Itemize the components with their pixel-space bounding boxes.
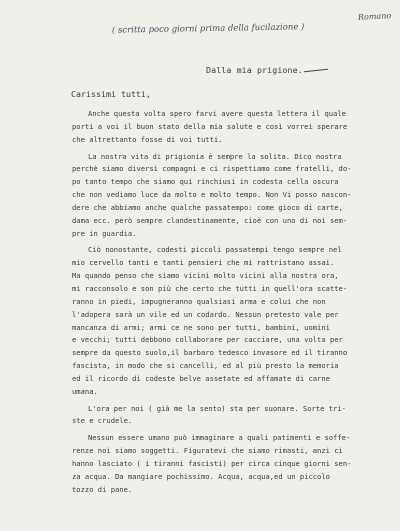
body-line: che non vediamo luce da molto e molto tempo. Non Vi posso nascon- — [72, 190, 352, 200]
body-line: L'ora per noi ( già me la sento) sta per suonare. Sorte tri- — [88, 403, 346, 413]
body-line: che altrettanto fosse di voi tutti. — [72, 134, 223, 144]
body-line: dama ecc. però sempre clandestinamente, cioè con uno di noi sem- — [72, 215, 348, 225]
body-line: tozzo di pane. — [72, 484, 133, 494]
body-line: ranno in piedi, impugneranno qualsiasi arma e colui che non — [72, 296, 326, 306]
body-line: ste e crudele. — [72, 416, 133, 426]
handwritten-corner-note: Romano — [357, 11, 392, 22]
body-line: Ciò nonostante, codesti piccoli passatempi tengo sempre nel — [88, 245, 342, 255]
body-line: mancanza di armi; armi ce ne sono per tutti, bambini, uomini — [72, 322, 330, 332]
body-line: porti a voi il buon stato della mia salute e così vorrei sperare — [72, 121, 348, 131]
heading-place: Dalla mia prigione. — [206, 65, 303, 75]
body-line: l'adopera sarà un vile ed un codardo. Nessun pretesto vale per — [72, 309, 339, 319]
body-line: za acqua. Da mangiare pochissimo. Acqua, acqua,ed un piccolo — [72, 471, 330, 481]
body-line: po tanto tempo che siamo qui rinchiusi in codesta cella oscura — [72, 177, 339, 187]
handwritten-note: ( scritta poco giorni prima della fucilazione ) — [111, 22, 305, 36]
body-line: Nessun essere umano può immaginare a quali patimenti e soffe- — [88, 433, 351, 443]
strikethrough-mark — [304, 69, 328, 73]
body-line: fascista, in modo che si cancelli, ed al più presto la memoria — [72, 361, 339, 371]
body-line: La nostra vita di prigionia è sempre la solita. Dico nostra — [88, 151, 342, 161]
body-line: hanno lasciato ( i tiranni fascisti) per circa cinque giorni sen- — [72, 458, 352, 468]
letter-greeting: Carissimi tutti, — [71, 89, 151, 99]
body-line: Ma quando penso che siamo vicini molto vicini alla nostra ora, — [72, 271, 339, 281]
body-line: mio cervello tanti e tanti pensieri che mi rattristano assai. — [72, 258, 335, 268]
letter-heading — [206, 65, 328, 75]
body-line: pre in guardia. — [72, 228, 137, 238]
body-line: dere che abbiamo anche qualche passatempo: come gioco di carte, — [72, 202, 343, 212]
body-line: umana. — [72, 386, 98, 396]
body-line: mi racconsolo e son più che certo che tutti in quell'ora scatte- — [72, 283, 348, 293]
body-line: ed il ricordo di codeste belve assetate ed affamate di carne — [72, 373, 330, 383]
body-line: sempre da questo suolo,il barbaro tedesco invasore ed il tiranno — [72, 348, 348, 358]
body-line: perchè siamo diversi compagni e ci rispettiamo come fratelli, do- — [72, 164, 352, 174]
letter-body — [72, 108, 390, 496]
body-line: e vecchi; tutti debbono collaborare per cacciare, una volta per — [72, 335, 343, 345]
body-line: renze noi siamo soggetti. Figuratevi che siamo rimasti, anzi ci — [72, 446, 343, 456]
body-line: Anche questa volta spero farvi avere questa lettera il quale — [88, 109, 346, 118]
